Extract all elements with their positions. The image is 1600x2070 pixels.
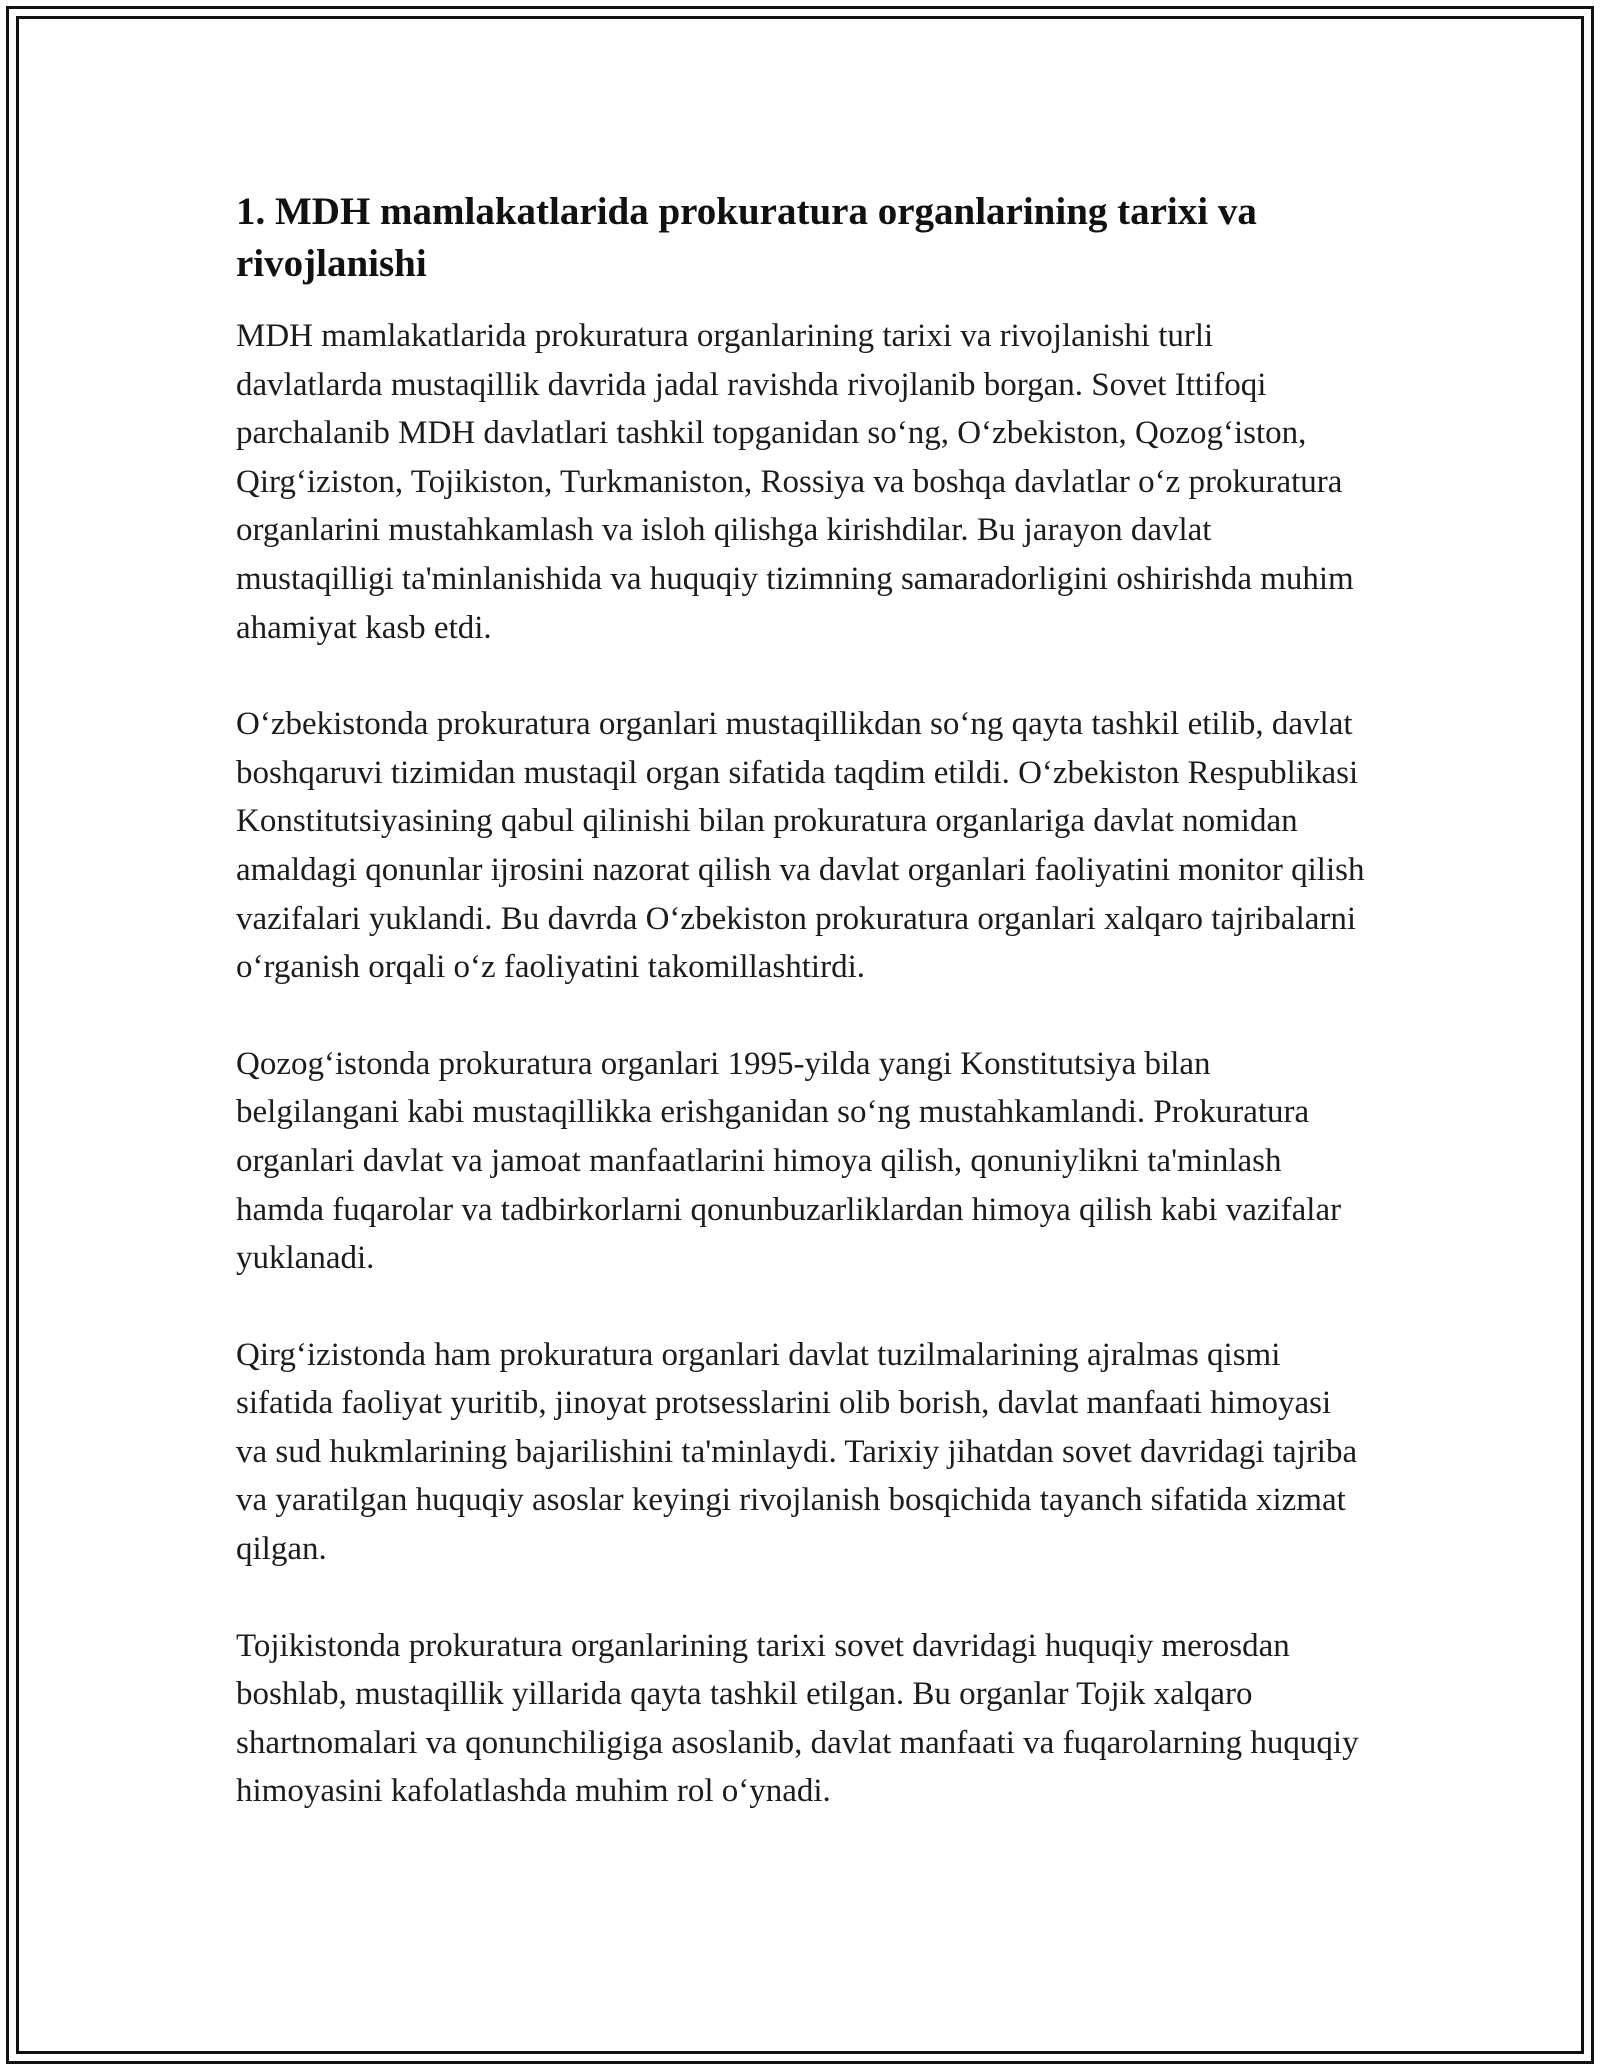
document-body xyxy=(236,186,1366,1864)
paragraph-tajikistan: Tojikistonda prokuratura organlarining tarixi sovet davridagi huquqiy merosdan boshlab, mustaqillik yillarida qayta tashkil etilgan. Bu organlar Tojik xalqaro shartnomalari va qonunchiligiga asoslanib, davlat manfaati va fuqarolarning huquqiy himoyasini kafolatlashda muhim rol o‘ynadi. xyxy=(236,1627,1359,1810)
paragraph-uzbekistan: O‘zbekistonda prokuratura organlari mustaqillikdan so‘ng qayta tashkil etilib, davlat boshqaruvi tizimidan mustaqil organ sifatida taqdim etildi. O‘zbekiston Respublikasi Konstitutsiyasining qabul qilinishi bilan prokuratura organlariga davlat nomidan amaldagi qonunlar ijrosini nazorat qilish va davlat organlari faoliyatini monitor qilish vazifalari yuklandi. Bu davrda O‘zbekiston prokuratura organlari xalqaro tajribalarni o‘rganish orqali o‘z faoliyatini takomillashtirdi. xyxy=(236,706,1365,986)
paragraph-kyrgyzstan: Qirg‘izistonda ham prokuratura organlari davlat tuzilmalarining ajralmas qismi sifatida faoliyat yuritib, jinoyat protsesslarini olib borish, davlat manfaati himoyasi va sud hukmlarining bajarilishini ta'minlaydi. Tarixiy jihatdan sovet davridagi tajriba va yaratilgan huquqiy asoslar keyingi rivojlanish bosqichida tayanch sifatida xizmat qilgan. xyxy=(236,1336,1358,1568)
paragraph-kazakhstan: Qozog‘istonda prokuratura organlari 1995-yilda yangi Konstitutsiya bilan belgilangani kabi mustaqillikka erishganidan so‘ng mustahkamlandi. Prokuratura organlari davlat va jamoat manfaatlarini himoya qilish, qonuniylikni ta'minlash hamda fuqarolar va tadbirkorlarni qonunbuzarliklardan himoya qilish kabi vazifalar yuklanadi. xyxy=(236,1045,1342,1277)
paragraph-mdh-overview: MDH mamlakatlarida prokuratura organlarining tarixi va rivojlanishi turli davlatlarda mustaqillik davrida jadal ravishda rivojlanib borgan. Sovet Ittifoqi parchalanib MDH davlatlari tashkil topganidan so‘ng, O‘zbekiston, Qozog‘iston, Qirg‘iziston, Tojikiston, Turkmaniston, Rossiya va boshqa davlatlar o‘z prokuratura organlarini mustahkamlash va isloh qilishga kirishdilar. Bu jarayon davlat mustaqilligi ta'minlanishida va huquqiy tizimning samaradorligini oshirishda muhim ahamiyat kasb etdi. xyxy=(236,318,1354,646)
section-title: 1. MDH mamlakatlarida prokuratura organlarining tarixi va rivojlanishi xyxy=(236,190,1257,285)
